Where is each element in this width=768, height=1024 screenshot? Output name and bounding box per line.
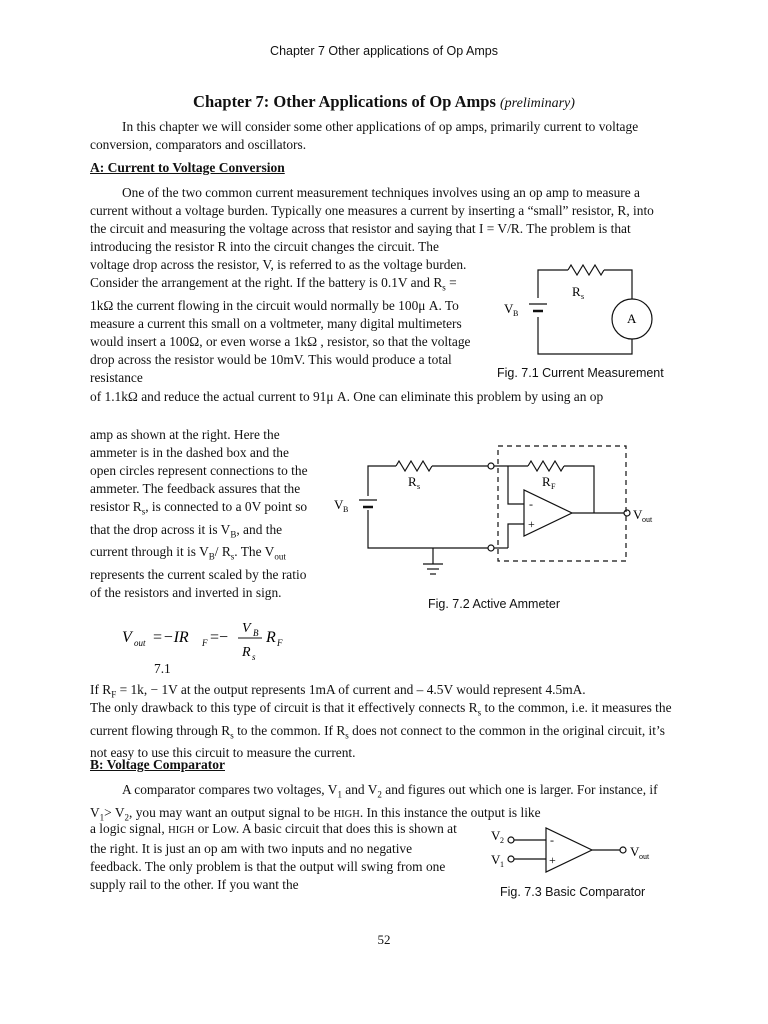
- paragraph-b2: [90, 820, 460, 894]
- fig3-plus: +: [549, 853, 556, 867]
- fig2-rf-label: R: [542, 474, 551, 489]
- text: = 1k, − 1V at the output represents 1mA of current and – 4.5V would represent 4.5mA.: [116, 682, 586, 697]
- figure-7-1-circuit: [498, 262, 670, 364]
- fig2-minus: -: [529, 497, 533, 511]
- fig3-vout-sub: out: [639, 852, 650, 861]
- chapter-title-main: Chapter 7: Other Applications of Op Amps: [193, 92, 496, 111]
- fig1-meter-label: A: [627, 311, 637, 326]
- fig3-vout-label: V: [630, 844, 640, 859]
- fig1-rs-label: R: [572, 284, 581, 299]
- text: If R: [90, 682, 112, 697]
- fig1-vb-sub: B: [513, 309, 519, 318]
- input-terminal-v2: [508, 837, 514, 843]
- text: to the common, i.e. it measures the current flowing through R: [90, 700, 672, 738]
- input-terminal-v1: [508, 856, 514, 862]
- wire: [508, 466, 524, 504]
- fig3-v1-sub: 1: [500, 860, 504, 869]
- sub: s: [230, 552, 235, 563]
- eq-mid: =−IR: [152, 629, 189, 646]
- fig2-rf-sub: F: [551, 482, 556, 491]
- text: does not connect to the common in the original circuit, it’s not easy to use this circuit to measure the current.: [90, 722, 665, 761]
- fig3-v2-label: V: [491, 828, 501, 843]
- text: represents the current scaled by the ratio of the resistors and inverted in sign.: [90, 567, 307, 601]
- fig2-vb-sub: B: [343, 505, 349, 514]
- paragraph-a2: [90, 256, 475, 387]
- eq-num-sub: B: [253, 628, 259, 638]
- wire: [564, 466, 594, 513]
- fig2-vout-label: V: [633, 507, 643, 522]
- text: . The V: [234, 544, 275, 560]
- intro-paragraph: In this chapter we will consider some other applications of op amps, primarily current to voltage conversion, comparators and oscillators.: [90, 119, 639, 152]
- text: , you may want an output signal to be: [129, 804, 334, 820]
- section-b-heading: B: Voltage Comparator: [90, 757, 225, 772]
- eq-rhs: R: [266, 629, 276, 646]
- text: > V: [104, 804, 125, 820]
- resistor-rs: [396, 461, 432, 471]
- eq-eq2: =−: [210, 629, 229, 646]
- text: / R: [214, 544, 231, 560]
- text: voltage drop across the resistor, V, is referred to as the voltage burden. Consider the arrangement at the right. If the battery is 0.1V and R: [90, 257, 467, 290]
- sub: out: [274, 552, 286, 563]
- fig3-v1-label: V: [491, 852, 501, 867]
- sub: B: [208, 552, 215, 563]
- fig-7-2-caption: Fig. 7.2 Active Ammeter: [428, 597, 560, 611]
- sub: s: [230, 730, 234, 741]
- resistor-rf: [528, 461, 564, 471]
- running-header: Chapter 7 Other applications of Op Amps: [270, 44, 498, 58]
- figure-7-2-circuit: [328, 438, 668, 583]
- output-terminal: [624, 510, 630, 516]
- eq-lhs-sub: out: [134, 638, 146, 648]
- sub: 1: [337, 789, 342, 800]
- sub: s: [141, 506, 146, 517]
- text: or Low. A basic circuit that does this is shown at the right. It is just an op am with two inputs and no negative feedback. The only problem is that the output will swing from one supply rail to the other. If you want the: [90, 821, 457, 892]
- fig2-rs-sub: s: [417, 482, 421, 491]
- text: A comparator compares two voltages, V: [122, 782, 338, 797]
- sub: F: [111, 689, 117, 700]
- sub: 1: [99, 812, 105, 823]
- text: and figures out which one is larger. For instance, if V: [90, 782, 658, 820]
- eq-num: V: [242, 621, 251, 636]
- wire: [538, 270, 568, 298]
- text: , is connected to a 0V point so that the drop across it is V: [90, 499, 308, 537]
- fig3-v2-sub: 2: [500, 836, 504, 845]
- wire: [604, 270, 632, 299]
- page-number: 52: [377, 932, 391, 947]
- text: , and the current through it is V: [90, 521, 283, 560]
- sub: s: [442, 282, 446, 293]
- text: and V: [341, 782, 378, 797]
- sub: s: [477, 707, 482, 718]
- text: The only drawback to this type of circuit is that it effectively connects R: [90, 700, 478, 715]
- resistor-rs: [568, 265, 604, 275]
- sub: B: [230, 529, 237, 540]
- wire: [508, 524, 524, 548]
- fig1-rs-sub: s: [581, 292, 585, 301]
- chapter-title: [0, 92, 768, 112]
- eq-den: R: [242, 645, 251, 660]
- text: to the common. If R: [233, 722, 346, 738]
- equation-label: 7.1: [154, 661, 171, 676]
- wire: [368, 510, 488, 548]
- paragraph-a1: One of the two common current measurement techniques involves using an op amp to measure a current without a voltage burden. Typically one measures a current by inserting a “small” resistor, R, into the circuit and measuring the voltage across that resistor and saying that I = V/R. The problem is that introducing the resistor R into the circuit changes the circuit. The: [90, 185, 654, 254]
- section-a-heading: A: Current to Voltage Conversion: [90, 160, 285, 175]
- text: = 1kΩ the current flowing in the circuit would normally be 100μ A. To measure a current this small on a voltmeter, many digital multimeters would insert a 100Ω, or even worse a 1kΩ , resistor, so that the voltage drop across the resistor would be 10mV. This would produce a total resistance: [90, 275, 471, 385]
- eq-mid-sub: F: [202, 638, 208, 648]
- wire: [368, 466, 396, 496]
- paragraph-a3: of 1.1kΩ and reduce the actual current to 91μ A. One can eliminate this problem by using an op: [90, 389, 604, 404]
- figure-7-3-circuit: [488, 822, 668, 882]
- fig-7-1-caption: Fig. 7.1 Current Measurement: [497, 366, 664, 380]
- text: amp as shown at the right. Here the ammeter is in the dashed box and the open circles represent connections to the ammeter. The feedback assures that the resistor R: [90, 427, 308, 514]
- sub: 2: [124, 812, 129, 823]
- output-terminal: [620, 847, 626, 853]
- eq-rhs-sub: F: [277, 638, 283, 648]
- eq-den-sub: s: [252, 652, 256, 662]
- wire: [538, 317, 632, 354]
- fig2-rs-label: R: [408, 474, 417, 489]
- fig1-vb-label: V: [504, 301, 514, 316]
- connection-terminal: [488, 545, 494, 551]
- fig2-plus: +: [528, 517, 535, 531]
- paragraph-a4: [90, 426, 315, 602]
- fig2-vb-label: V: [334, 497, 344, 512]
- fig2-vout-sub: out: [642, 515, 653, 524]
- connection-terminal: [488, 463, 494, 469]
- small-caps: HIGH: [168, 825, 195, 836]
- fig3-minus: -: [550, 833, 554, 847]
- text: . In this instance the output is like: [359, 804, 541, 820]
- eq-lhs: V: [122, 629, 132, 646]
- text: a logic signal,: [90, 821, 169, 836]
- fig-7-3-caption: Fig. 7.3 Basic Comparator: [500, 885, 646, 899]
- chapter-title-note: (preliminary): [500, 96, 575, 111]
- sub: s: [345, 730, 349, 741]
- paragraph-a6: [90, 699, 675, 762]
- equation-7-1: [110, 618, 310, 666]
- small-caps: HIGH: [333, 808, 360, 820]
- sub: 2: [377, 789, 382, 800]
